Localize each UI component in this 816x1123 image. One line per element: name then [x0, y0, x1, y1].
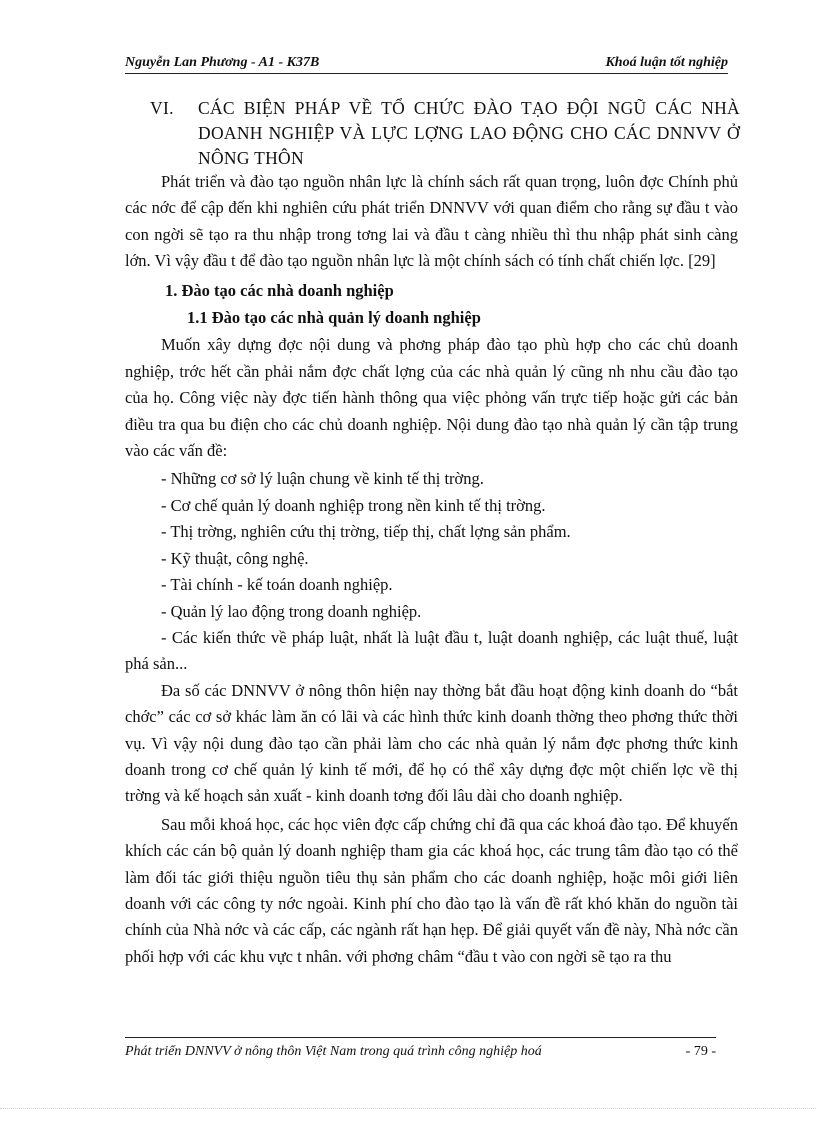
- page-body: [125, 169, 738, 972]
- page-header: [125, 55, 728, 74]
- section-number: VI.: [150, 98, 174, 118]
- page-divider: [0, 1108, 816, 1109]
- list-item: - Các kiến thức về pháp luật, nhất là luật đầu t, luật doanh nghiệp, các luật thuế, luật phá sản...: [125, 627, 738, 674]
- list-item: - Những cơ sở lý luận chung về kinh tế thị trờng.: [161, 469, 484, 489]
- list-item: - Thị trờng, nghiên cứu thị trờng, tiếp thị, chất lợng sản phẩm.: [161, 522, 571, 542]
- list-item: - Quản lý lao động trong doanh nghiệp.: [161, 601, 422, 621]
- paragraph-3: Sau mỗi khoá học, các học viên đợc cấp chứng chỉ đã qua các khoá đào tạo. Để khuyến khích các cán bộ quản lý doanh nghiệp tham gia các khoá học, các trung tâm đào tạo có thể làm đối tác giới thiệu nguồn tiêu thụ sản phẩm cho các doanh nghiệp, hoặc môi giới liên doanh với các công ty nớc ngoài. Kinh phí cho đào tạo là vấn đề rất khó khăn do nguồn tài chính của Nhà nớc và các cấp, các ngành rất hạn hẹp. Để giải quyết vấn đề này, Nhà nớc cần phối hợp với các khu vực t nhân. với phơng châm “đầu t vào con ngời sẽ tạo ra thu: [125, 814, 738, 966]
- page-footer: [125, 1037, 716, 1060]
- section-heading: [150, 96, 740, 171]
- section-title: CÁC BIỆN PHÁP VỀ TỔ CHỨC ĐÀO TẠO ĐỘI NGŨ CÁC NHÀ DOANH NGHIỆP VÀ LỰC LỢNG LAO ĐỘNG CHO CÁC DNNVV Ở NÔNG THÔN: [198, 98, 740, 168]
- footer-title: Phát triển DNNVV ở nông thôn Việt Nam trong quá trình công nghiệp hoá: [125, 1044, 542, 1059]
- paragraph-1: Muốn xây dựng đợc nội dung và phơng pháp đào tạo phù hợp cho các chủ doanh nghiệp, trớc hết cần phải nắm đợc chất lợng của các nhà quản lý cũng nh nhu cầu đào tạo của họ. Công việc này đợc tiến hành thông qua việc phỏng vấn trực tiếp hoặc gửi các bản điều tra qua bu điện cho các chủ doanh nghiệp. Nội dung đào tạo nhà quản lý cần tập trung vào các vấn đề:: [125, 335, 738, 461]
- header-doc-type: Khoá luận tốt nghiệp: [605, 55, 728, 70]
- subheading-1-1: 1.1 Đào tạo các nhà quản lý doanh nghiệp: [187, 308, 481, 328]
- topic-list: [125, 466, 738, 677]
- page-number: - 79 -: [685, 1044, 716, 1059]
- subheading-1: 1. Đào tạo các nhà doanh nghiệp: [165, 280, 394, 300]
- list-item: - Tài chính - kế toán doanh nghiệp.: [161, 575, 393, 595]
- list-item: - Cơ chế quản lý doanh nghiệp trong nền kinh tế thị trờng.: [161, 495, 546, 515]
- paragraph-2: Đa số các DNNVV ở nông thôn hiện nay thờng bắt đầu hoạt động kinh doanh do “bắt chớc” các cơ sở khác làm ăn có lãi và các hình thức kinh doanh thờng theo phơng thức thời vụ. Vì vậy nội dung đào tạo cần phải làm cho các nhà quản lý nắm đợc phơng thức kinh doanh trong cơ chế quản lý kinh tế mới, để họ có thể xây dựng đợc một chiến lợc về thị trờng và kế hoạch sản xuất - kinh doanh tơng đối lâu dài cho doanh nghiệp.: [125, 680, 738, 806]
- list-item: - Kỹ thuật, công nghệ.: [161, 548, 309, 568]
- intro-paragraph: Phát triển và đào tạo nguồn nhân lực là chính sách rất quan trọng, luôn đợc Chính phủ các nớc để cập đến khi nghiên cứu phát triển DNNVV với quan điểm cho rằng sự đầu t vào con ngời sẽ tạo ra thu nhập trong tơng lai và đầu t càng nhiều thì thu nhập phát sinh càng lớn. Vì vậy đầu t để đào tạo nguồn nhân lực là một chính sách có tính chất chiến lợc. [29]: [125, 172, 738, 271]
- header-author: Nguyễn Lan Phương - A1 - K37B: [125, 55, 320, 70]
